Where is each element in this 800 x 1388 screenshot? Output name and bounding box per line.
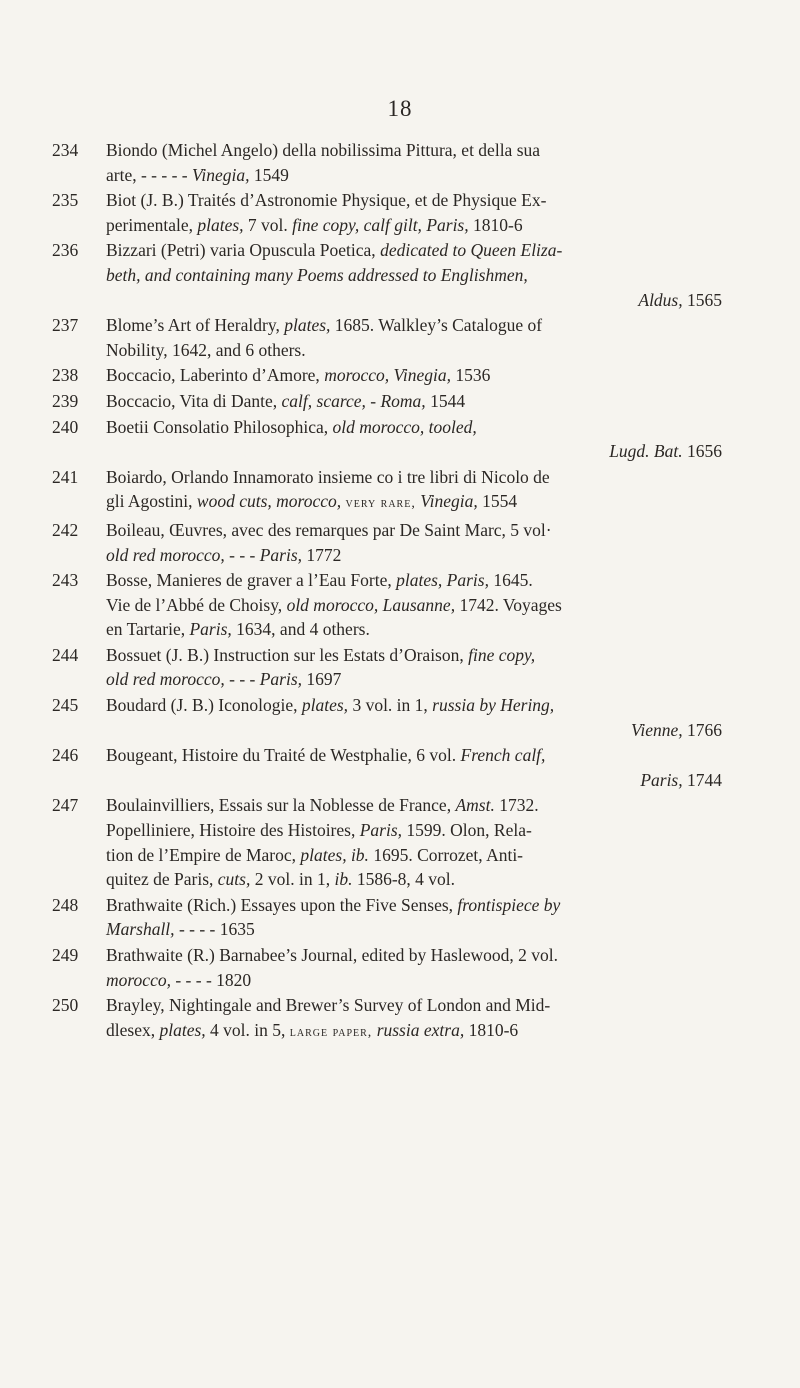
entry-number: 249	[52, 945, 79, 965]
italic-text: Lugd. Bat.	[609, 441, 683, 462]
entry-text: Boccacio, Vita di Dante,	[106, 390, 282, 411]
entry-text: 1645.	[488, 570, 533, 591]
italic-text: russia by Hering,	[432, 695, 555, 716]
catalogue-entry	[52, 793, 722, 891]
italic-text: Amst.	[455, 795, 495, 816]
entry-text: 7 vol.	[243, 214, 293, 235]
italic-text: old red morocco,	[106, 669, 225, 690]
italic-text: plates,	[197, 214, 244, 235]
entry-text: Bosse, Manieres de graver a l’Eau Forte,	[106, 570, 397, 591]
entry-line	[106, 743, 722, 768]
entry-text: 1586-8, 4 vol.	[352, 869, 456, 890]
entry-line	[106, 338, 722, 363]
entry-text: - - - - 1635	[174, 919, 255, 940]
entry-text: 1695. Corrozet, Anti-	[368, 844, 524, 865]
italic-text: dedicated to Queen Eliza-	[380, 240, 563, 261]
entry-text: 1742. Voyages	[455, 594, 562, 615]
entry-line	[106, 415, 722, 440]
entry-line	[106, 943, 722, 968]
entry-text: Blome’s Art of Heraldry,	[106, 315, 285, 336]
entry-text: 3 vol. in 1,	[348, 695, 433, 716]
entry-line	[106, 968, 722, 993]
entry-number: 250	[52, 995, 79, 1016]
italic-text: old red morocco,	[106, 544, 225, 565]
entry-number: 241	[52, 466, 79, 487]
entry-text: 1656	[682, 441, 722, 462]
entry-line	[106, 917, 722, 942]
entry-line	[106, 188, 722, 213]
catalogue-entry	[52, 568, 722, 642]
italic-text: Paris,	[640, 769, 683, 790]
italic-text: morocco,	[106, 969, 171, 990]
catalogue-entry	[52, 518, 722, 567]
entry-line	[106, 643, 722, 668]
italic-text: beth, and containing many Poems addressed to Englishmen,	[106, 264, 528, 285]
italic-text: fine copy, calf gilt,	[292, 214, 422, 235]
entry-number: 239	[52, 390, 79, 411]
entry-line	[106, 465, 722, 490]
italic-text: Vienne,	[630, 719, 683, 740]
italic-text: Paris,	[426, 214, 469, 235]
entry-text: Boccacio, Laberinto d’Amore,	[106, 365, 325, 386]
catalogue-entry	[52, 363, 722, 388]
entry-text: 1554	[477, 491, 518, 512]
entry-line	[106, 793, 722, 818]
italic-text: Aldus,	[638, 289, 683, 310]
entry-text: Popelliniere, Histoire des Histoires,	[106, 820, 360, 841]
entry-number: 248	[52, 894, 79, 915]
italic-text: plates,	[284, 315, 331, 336]
entry-text: 1565	[682, 289, 722, 310]
entry-line	[106, 489, 722, 517]
entry-text: Boiardo, Orlando Innamorato insieme co i tre libri di Nicolo de	[106, 466, 550, 487]
entry-text: 1810-6	[464, 1019, 519, 1040]
entry-line	[106, 1018, 722, 1046]
entry-line	[106, 568, 722, 593]
entry-text: Boulainvilliers, Essais sur la Noblesse de France,	[106, 795, 456, 816]
entry-line	[106, 163, 722, 188]
italic-text: plates,	[159, 1019, 206, 1040]
entry-text: Biondo (Michel Angelo) della nobilissima Pittura, et della sua	[106, 140, 541, 160]
entry-line	[106, 693, 722, 718]
entry-text: 1697	[302, 669, 342, 690]
entry-text: - - -	[224, 544, 260, 565]
catalogue-entry	[52, 465, 722, 517]
entry-text: Vie de l’Abbé de Choisy,	[106, 594, 287, 615]
entry-text: 1634, and 4 others.	[231, 619, 370, 640]
italic-text: Roma,	[380, 390, 426, 411]
entry-line	[106, 993, 722, 1018]
catalogue-list	[52, 138, 722, 1046]
entry-line	[106, 238, 722, 263]
catalogue-entry	[52, 415, 722, 464]
entry-text: 1544	[425, 390, 466, 411]
entry-line	[106, 213, 722, 238]
italic-text: wood cuts, morocco,	[196, 491, 342, 512]
entry-text: 2 vol. in 1,	[250, 869, 335, 890]
entry-text: Brathwaite (R.) Barnabee’s Journal, edited by Haslewood, 2 vol.	[106, 945, 558, 965]
entry-text: gli Agostini,	[106, 491, 197, 512]
entry-number: 237	[52, 315, 79, 336]
catalogue-entry	[52, 138, 722, 187]
italic-text: Vinegia,	[393, 365, 452, 386]
italic-text: fine copy,	[468, 644, 536, 665]
italic-text: Paris,	[259, 544, 303, 565]
italic-text: cuts,	[217, 869, 251, 890]
entry-text: Bizzari (Petri) varia Opuscula Poetica,	[106, 240, 381, 261]
catalogue-entry	[52, 389, 722, 414]
catalogue-entry	[52, 743, 722, 792]
entry-text: quitez de Paris,	[106, 869, 218, 890]
entry-number: 243	[52, 570, 79, 591]
italic-text: plates, ib.	[300, 844, 369, 865]
entry-number: 235	[52, 190, 79, 211]
entry-text: Bossuet (J. B.) Instruction sur les Estats d’Oraison,	[106, 644, 469, 665]
entry-number: 236	[52, 240, 79, 261]
entry-line	[106, 593, 722, 618]
entry-number: 234	[52, 140, 79, 160]
italic-text: old morocco, Lausanne,	[286, 594, 456, 615]
entry-text: 1549	[249, 164, 289, 185]
entry-text: 1732.	[494, 795, 539, 816]
entry-line	[106, 867, 722, 892]
catalogue-entry	[52, 893, 722, 942]
italic-text: Paris,	[359, 820, 403, 841]
catalogue-entry	[52, 693, 722, 742]
entry-line	[106, 818, 722, 843]
entry-text: en Tartarie,	[106, 619, 190, 640]
entry-text: 1685. Walkley’s Catalogue of	[330, 315, 543, 336]
catalogue-entry	[52, 313, 722, 362]
entry-text: Brathwaite (Rich.) Essayes upon the Five Senses,	[106, 894, 458, 915]
italic-text: Vinegia,	[192, 164, 250, 185]
entry-line	[106, 768, 722, 793]
entry-number: 244	[52, 644, 79, 665]
entry-text: Boetii Consolatio Philosophica,	[106, 416, 333, 437]
catalogue-entry	[52, 188, 722, 237]
entry-text: 1772	[302, 544, 342, 565]
entry-text: Nobility, 1642, and 6 others.	[106, 339, 306, 360]
italic-text: morocco,	[324, 365, 390, 386]
entry-text: large paper,	[289, 1024, 373, 1040]
italic-text: plates, Paris,	[396, 570, 489, 591]
entry-number: 238	[52, 365, 79, 386]
entry-line	[106, 363, 722, 388]
entry-text: Brayley, Nightingale and Brewer’s Survey of London and Mid-	[106, 995, 551, 1016]
entry-text: dlesex,	[106, 1019, 160, 1040]
entry-text: perimentale,	[106, 214, 198, 235]
entry-line	[106, 138, 722, 163]
entry-text: very rare,	[345, 496, 416, 512]
entry-line	[106, 893, 722, 918]
entry-text: 1536	[451, 365, 491, 386]
entry-text: 1810-6	[468, 214, 523, 235]
italic-text: Paris,	[189, 619, 232, 640]
entry-line	[106, 288, 722, 313]
entry-line	[106, 439, 722, 464]
catalogue-entry	[52, 943, 722, 992]
catalogue-entry	[52, 993, 722, 1045]
italic-text: calf, scarce,	[281, 390, 366, 411]
italic-text: old morocco, tooled,	[332, 416, 477, 437]
entry-text: tion de l’Empire de Maroc,	[106, 844, 301, 865]
entry-text: arte, - - - - -	[106, 164, 192, 185]
entry-line	[106, 843, 722, 868]
italic-text: frontispiece by	[457, 894, 561, 915]
italic-text: russia extra,	[376, 1019, 465, 1040]
italic-text: Paris,	[259, 669, 303, 690]
entry-text: Biot (J. B.) Traités d’Astronomie Physique, et de Physique Ex-	[106, 190, 547, 211]
entry-line	[106, 313, 722, 338]
entry-text: 1599. Olon, Rela-	[402, 820, 532, 841]
entry-number: 245	[52, 695, 79, 716]
entry-line	[106, 617, 722, 642]
entry-line	[106, 543, 722, 568]
entry-text: 4 vol. in 5,	[205, 1019, 290, 1040]
entry-line	[106, 263, 722, 288]
italic-text: Vinegia,	[420, 491, 478, 512]
catalogue-entry	[52, 238, 722, 312]
italic-text: French calf,	[460, 745, 546, 766]
entry-line	[106, 667, 722, 692]
italic-text: Marshall,	[106, 919, 175, 940]
entry-number: 240	[52, 416, 79, 437]
entry-text: Boudard (J. B.) Iconologie,	[106, 695, 302, 716]
catalogue-entry	[52, 643, 722, 692]
entry-line	[106, 389, 722, 414]
entry-text: - - -	[224, 669, 260, 690]
entry-line	[106, 718, 722, 743]
page-number: 18	[387, 96, 413, 121]
entry-number: 247	[52, 795, 79, 816]
entry-number: 242	[52, 519, 79, 540]
entry-line	[106, 518, 722, 543]
entry-text: - - - - 1820	[170, 969, 252, 990]
entry-text: 1766	[682, 719, 722, 740]
entry-text: 1744	[682, 769, 722, 790]
entry-text: Boileau, Œuvres, avec des remarques par De Saint Marc, 5 vol·	[106, 519, 552, 540]
entry-text: -	[365, 390, 381, 411]
italic-text: plates,	[301, 695, 349, 716]
entry-number: 246	[52, 745, 79, 766]
italic-text: ib.	[334, 869, 353, 890]
entry-text: Bougeant, Histoire du Traité de Westphalie, 6 vol.	[106, 745, 461, 766]
